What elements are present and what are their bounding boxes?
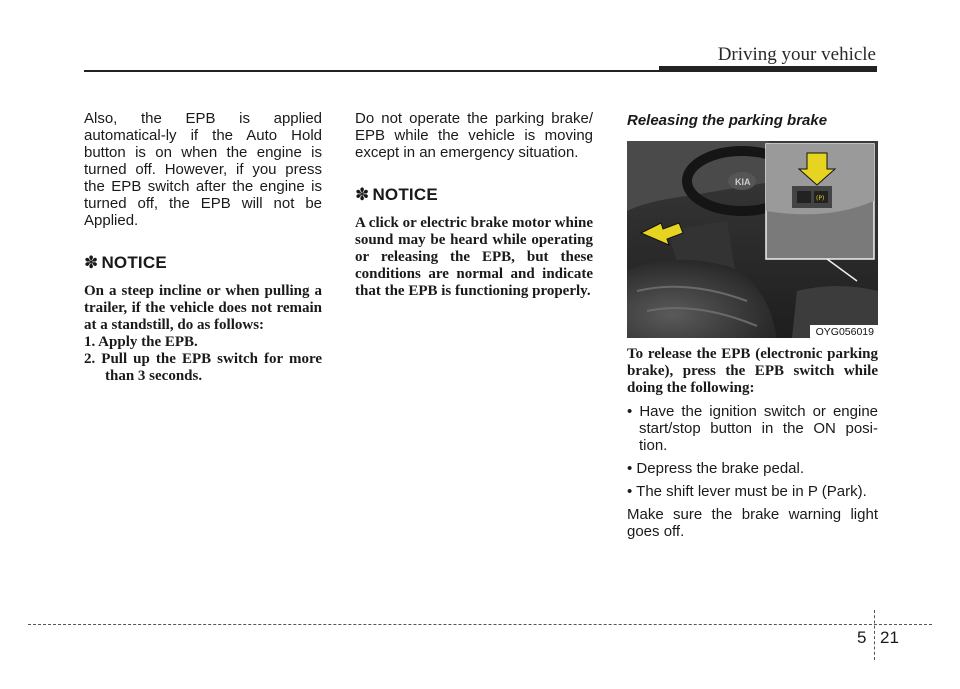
column-3 xyxy=(627,112,878,540)
release-bullet-2: • Depress the brake pedal. xyxy=(627,460,805,477)
column-2 xyxy=(355,110,593,300)
notice-heading xyxy=(84,253,322,273)
notice-heading xyxy=(355,185,593,205)
notice-heading-text: NOTICE xyxy=(372,185,438,204)
chapter-number: 5 xyxy=(857,628,867,647)
section-title: Releasing the parking brake xyxy=(627,112,828,129)
page-number-separator xyxy=(874,610,875,660)
notice-heading-text: NOTICE xyxy=(101,253,167,272)
release-bullet-1: • Have the ignition switch or engine start/stop button in the ON posi-tion. xyxy=(627,403,879,454)
notice-intro: On a steep incline or when pulling a trailer, if the vehicle does not remain at a standstill, do as follows: xyxy=(84,283,322,333)
release-bullet-3-text: The shift lever must be in P (Park). xyxy=(636,483,867,500)
column-1 xyxy=(84,110,322,385)
notice-body: A click or electric brake motor whine sound may be heard while operating or releasing the EPB, but these conditions are normal and indicate that the EPB is functioning properly. xyxy=(355,215,593,299)
epb-auto-hold-paragraph: Also, the EPB is applied automatical-ly if the Auto Hold button is on when the engine is turned off. However, if you press the EPB switch after the engine is turned off, the EPB will not be Applied. xyxy=(84,110,322,229)
header-rule-thick xyxy=(659,66,877,72)
header-rule xyxy=(84,70,659,72)
release-intro: To release the EPB (electronic parking brake), press the EPB switch while doing the following: xyxy=(627,346,878,396)
car-interior-illustration xyxy=(627,141,878,338)
notice-step-1: 1. Apply the EPB. xyxy=(84,334,198,350)
release-bullet-2-text: Depress the brake pedal. xyxy=(636,460,805,477)
closing-paragraph: Make sure the brake warning light goes off. xyxy=(627,506,878,540)
epb-switch-photo xyxy=(627,141,878,338)
release-bullet-3: • The shift lever must be in P (Park). xyxy=(627,483,867,500)
svg-text:(P): (P) xyxy=(816,195,825,202)
page-header-title: Driving your vehicle xyxy=(717,44,876,65)
svg-text:KIA: KIA xyxy=(735,177,751,187)
operate-warning-paragraph: Do not operate the parking brake/ EPB while the vehicle is moving except in an emergency situation. xyxy=(355,110,593,161)
image-code-label: OYG056019 xyxy=(810,325,878,338)
notice-step-2: 2. Pull up the EPB switch for more than 3 seconds. xyxy=(84,351,322,384)
release-bullet-1-text: Have the ignition switch or engine start/stop button in the ON posi-tion. xyxy=(639,403,879,454)
footer-rule xyxy=(28,624,932,625)
notice-star-icon: ✽ xyxy=(355,185,370,205)
notice-star-icon: ✽ xyxy=(84,253,99,273)
page-number: 21 xyxy=(880,628,899,647)
